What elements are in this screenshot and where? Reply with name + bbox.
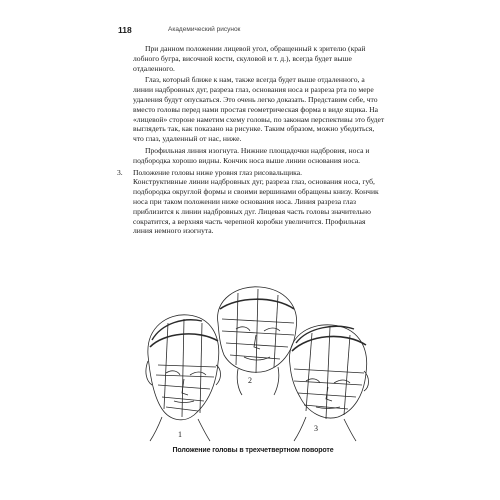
figure-caption: Положение головы в трехчетвертном повороте — [172, 447, 334, 454]
paragraph: Профильная линия изогнута. Нижние площадочки надбровия, носа и подбородка хорошо видны. Кончик носа выше линии основания носа. — [133, 145, 370, 165]
list-item — [117, 167, 385, 237]
figure-label-2: 2 — [248, 376, 252, 385]
head-drawing-3 — [290, 325, 369, 441]
page-header — [118, 25, 382, 37]
list-title: Положение головы ниже уровня глаз рисовальщика. — [133, 167, 303, 177]
figure-label-1: 1 — [178, 430, 182, 439]
body-text — [117, 44, 385, 238]
head-drawings-figure — [118, 285, 388, 445]
head-drawing-2 — [218, 287, 297, 395]
page-number: 118 — [118, 25, 132, 35]
head-drawing-1 — [146, 315, 221, 441]
figure-label-3: 3 — [314, 424, 318, 433]
list-text: Конструктивные линии надбровных дуг, разреза глаз, основания носа, губ, подбородка округлой формы и своими вершинами обращены книзу. Кончик носа при таком положении ниже основания носа. Линия разреза глаз приблизится к линии надбровных дуг. Лицевая часть головы значительно сократится, а верхняя часть черепной коробки увеличится. Профильная линия немного изогнута. — [133, 177, 379, 236]
paragraph: Глаз, который ближе к нам, также всегда будет выше отдаленного, а линии надбровных дуг, разреза глаз, основания носа и разреза рта по мере удаления будут опускаться. Это очень легко доказать. Представим себе, что вместо головы перед нами простая геометрическая форма в виде ящика. На «лицевой» стороне наметим схему головы, по законам перспективы это будет выглядеть так, как показано на рисунке. Таким образом, можно убедиться, что глаз, удаленный от нас, ниже. — [133, 75, 385, 144]
running-title: Академический рисунок — [168, 26, 241, 33]
list-number: 3. — [117, 167, 123, 177]
head-drawings-illustration — [118, 285, 388, 445]
paragraph: При данном положении лицевой угол, обращенный к зрителю (край лобного бугра, височной кости, скуловой и т. д.), всегда будет выше отдаленного. — [133, 44, 366, 73]
